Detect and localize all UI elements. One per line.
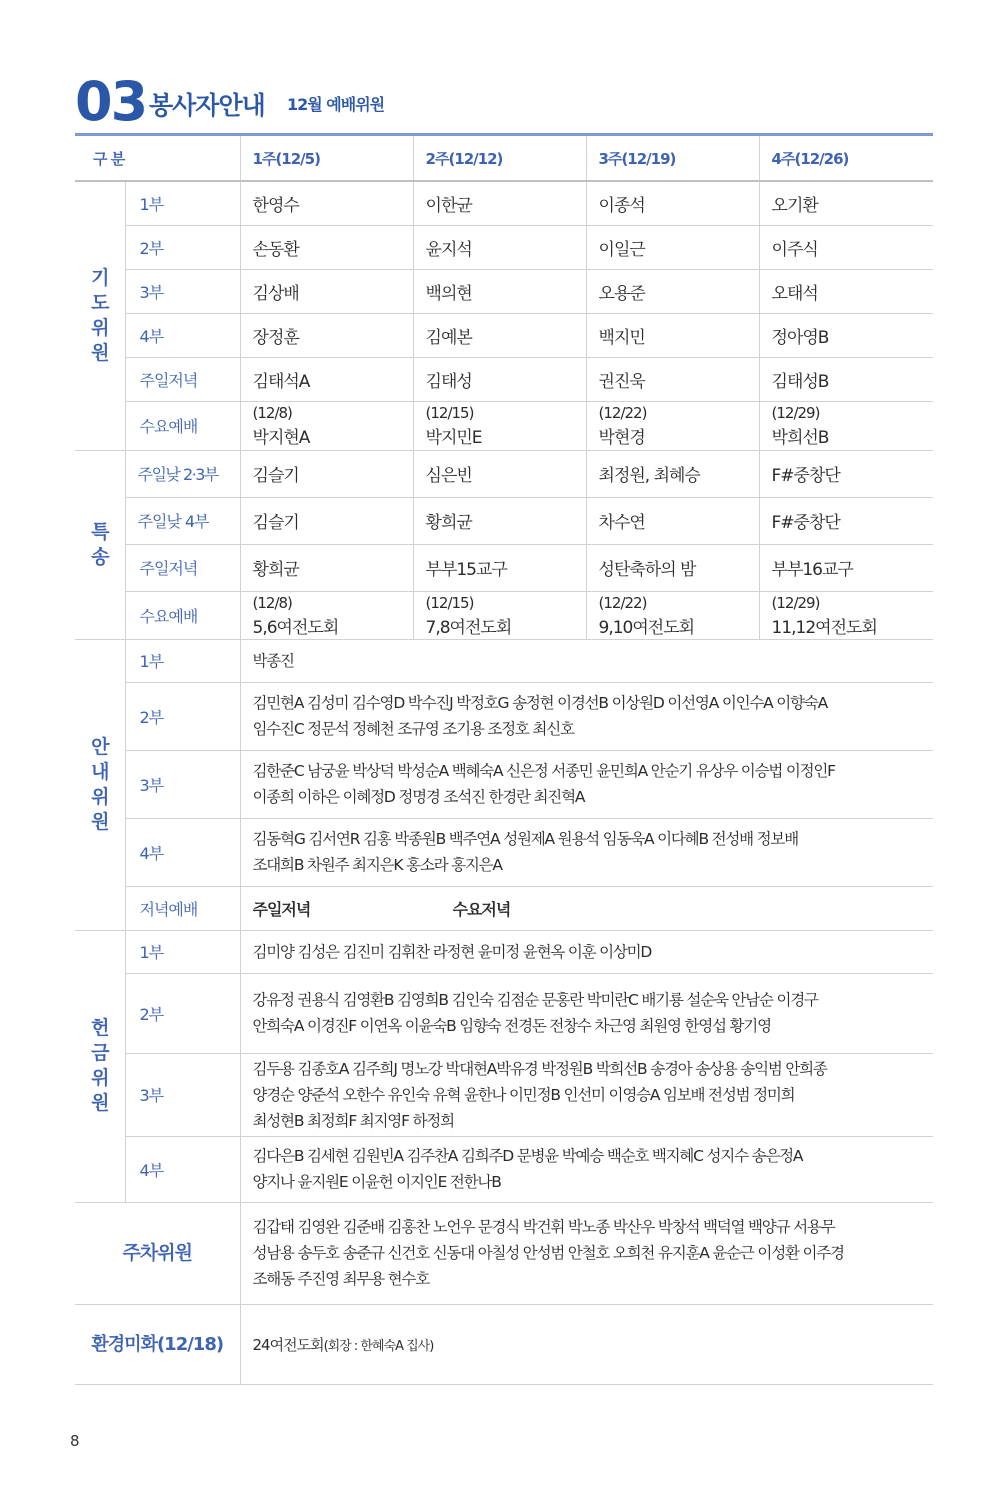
names-cell: 김갑태 김영완 김준배 김홍찬 노언우 문경식 박건휘 박노종 박산우 박창석 백덕열 백양규 서용무 성남용 송두호 송준규 신건호 신동대 아칠성 안성범 안철호 오희천 유지훈A 윤순근 이성환 이주경 조해동 주진영 최무용 현수호 bbox=[240, 1202, 933, 1304]
page-number: 8 bbox=[70, 1432, 80, 1450]
cell bbox=[413, 401, 586, 450]
table-row bbox=[75, 497, 933, 544]
row-label: 주일낮 2·3부 bbox=[125, 450, 240, 497]
cell-date: (12/8) bbox=[252, 593, 292, 612]
row-label: 수요예배 bbox=[125, 591, 240, 639]
week-header: 1주(12/5) bbox=[240, 136, 413, 181]
row-label: 3부 bbox=[125, 269, 240, 313]
row-label: 4부 bbox=[125, 1136, 240, 1202]
cell: 김슬기 bbox=[240, 450, 413, 497]
names-cell: 박종진 bbox=[240, 639, 933, 682]
row-label: 3부 bbox=[125, 1053, 240, 1136]
row-label: 주일낮 4부 bbox=[125, 497, 240, 544]
volunteer-table bbox=[75, 136, 933, 1385]
cell-name: 박현경 bbox=[598, 428, 645, 448]
cell: 손동환 bbox=[240, 225, 413, 269]
cell: 김상배 bbox=[240, 269, 413, 313]
cell-date: (12/29) bbox=[771, 404, 820, 422]
row-label: 2부 bbox=[125, 682, 240, 750]
cell-date: (12/29) bbox=[771, 593, 820, 612]
cell: 이주식 bbox=[759, 225, 933, 269]
cell: 오용준 bbox=[586, 269, 759, 313]
table-row bbox=[75, 401, 933, 450]
cell-name: 5,6여전도회 bbox=[252, 617, 339, 638]
cell: 황희균 bbox=[240, 544, 413, 591]
group-guide: 안내위원 bbox=[75, 639, 125, 930]
environment-cell bbox=[240, 1304, 933, 1384]
row-label: 2부 bbox=[125, 225, 240, 269]
cell: 김태석A bbox=[240, 357, 413, 401]
cell: 정아영B bbox=[759, 313, 933, 357]
cell: 백지민 bbox=[586, 313, 759, 357]
cell bbox=[240, 401, 413, 450]
week-header: 3주(12/19) bbox=[586, 136, 759, 181]
cell: 부부16교구 bbox=[759, 544, 933, 591]
row-label: 주일저녁 bbox=[125, 544, 240, 591]
cell: F#중창단 bbox=[759, 450, 933, 497]
cell: F#중창단 bbox=[759, 497, 933, 544]
evening-cell bbox=[240, 886, 933, 930]
cell: 부부15교구 bbox=[413, 544, 586, 591]
table-row bbox=[75, 544, 933, 591]
table-row bbox=[75, 930, 933, 973]
cell bbox=[759, 401, 933, 450]
section-header bbox=[75, 70, 933, 134]
table-row bbox=[75, 269, 933, 313]
table-row bbox=[75, 1304, 933, 1384]
cell: 김태성 bbox=[413, 357, 586, 401]
cell bbox=[240, 591, 413, 639]
row-label: 3부 bbox=[125, 750, 240, 818]
environment-value: 24여전도회 bbox=[252, 1335, 324, 1354]
cell: 이한균 bbox=[413, 181, 586, 225]
sunday-evening-label: 주일저녁 bbox=[252, 899, 311, 919]
row-label: 2부 bbox=[125, 973, 240, 1053]
names-cell: 김두용 김종호A 김주희J 명노강 박대현A박유경 박정원B 박희선B 송경아 송상용 송익범 안희종 양경순 양준석 오한수 유인숙 유혁 윤한나 이민정B 인선미 이영승A 임보배 전성범 정미희 최성현B 최정희F 최지영F 하정희 bbox=[240, 1053, 933, 1136]
cell bbox=[586, 401, 759, 450]
row-label: 4부 bbox=[125, 313, 240, 357]
cell-name: 7,8여전도회 bbox=[425, 617, 512, 638]
group-offering: 헌금위원 bbox=[75, 930, 125, 1202]
cell: 김태성B bbox=[759, 357, 933, 401]
table-row bbox=[75, 682, 933, 750]
row-label: 저녁예배 bbox=[125, 886, 240, 930]
row-label: 1부 bbox=[125, 181, 240, 225]
environment-label: 환경미화(12/18) bbox=[75, 1304, 240, 1384]
week-header: 4주(12/26) bbox=[759, 136, 933, 181]
names-cell: 강유정 권용식 김영환B 김영희B 김인숙 김점순 문홍란 박미란C 배기룡 설순욱 안남순 이경구 안희숙A 이경진F 이연옥 이윤숙B 임향숙 전경돈 전창수 차근영 최원영 한영섭 황기영 bbox=[240, 973, 933, 1053]
cell-date: (12/8) bbox=[252, 404, 292, 422]
table-row bbox=[75, 886, 933, 930]
row-label: 1부 bbox=[125, 639, 240, 682]
table-row bbox=[75, 313, 933, 357]
table-row bbox=[75, 450, 933, 497]
cell-name: 박지현A bbox=[252, 428, 310, 448]
table-row bbox=[75, 639, 933, 682]
table-row bbox=[75, 181, 933, 225]
table-row bbox=[75, 973, 933, 1053]
cell: 백의현 bbox=[413, 269, 586, 313]
cell: 김슬기 bbox=[240, 497, 413, 544]
cell-name: 박희선B bbox=[771, 428, 829, 448]
cell bbox=[413, 591, 586, 639]
group-prayer: 기도위원 bbox=[75, 181, 125, 450]
row-label: 4부 bbox=[125, 818, 240, 886]
group-special: 특송 bbox=[75, 450, 125, 639]
cell-name: 박지민E bbox=[425, 428, 482, 448]
cell: 이종석 bbox=[586, 181, 759, 225]
row-label: 1부 bbox=[125, 930, 240, 973]
table-row bbox=[75, 750, 933, 818]
cell: 오기환 bbox=[759, 181, 933, 225]
environment-note: (회장 : 한혜숙A 집사) bbox=[323, 1338, 434, 1354]
cell: 장정훈 bbox=[240, 313, 413, 357]
section-number: 03 bbox=[75, 70, 147, 133]
wednesday-evening-label: 수요저녁 bbox=[452, 899, 511, 919]
table-row bbox=[75, 1202, 933, 1304]
section-title: 봉사자안내 bbox=[149, 91, 265, 120]
row-label: 수요예배 bbox=[125, 401, 240, 450]
cell-name: 11,12여전도회 bbox=[771, 617, 877, 638]
table-row bbox=[75, 591, 933, 639]
names-cell: 김한준C 남궁윤 박상덕 박성순A 백혜숙A 신은정 서종민 윤민희A 안순기 유상우 이승법 이정인F 이종희 이하은 이혜정D 정명경 조석진 한경란 최진혁A bbox=[240, 750, 933, 818]
section-subtitle: 12월 예배위원 bbox=[287, 95, 385, 114]
names-cell: 김동혁G 김서연R 김홍 박종원B 백주연A 성원제A 원용석 임동욱A 이다혜B 전성배 정보배 조대희B 차원주 최지은K 홍소라 홍지은A bbox=[240, 818, 933, 886]
table-row bbox=[75, 357, 933, 401]
cell-name: 9,10여전도회 bbox=[598, 617, 695, 638]
cell: 차수연 bbox=[586, 497, 759, 544]
parking-label: 주차위원 bbox=[75, 1202, 240, 1304]
cell: 성탄축하의 밤 bbox=[586, 544, 759, 591]
cell: 오태석 bbox=[759, 269, 933, 313]
cell: 심은빈 bbox=[413, 450, 586, 497]
cell-date: (12/15) bbox=[425, 593, 474, 612]
cell-date: (12/22) bbox=[598, 593, 647, 612]
table-row bbox=[75, 818, 933, 886]
week-header: 2주(12/12) bbox=[413, 136, 586, 181]
names-cell: 김다은B 김세현 김원빈A 김주찬A 김희주D 문병윤 박예승 백순호 백지혜C 성지수 송은정A 양지나 윤지원E 이윤헌 이지인E 전한나B bbox=[240, 1136, 933, 1202]
row-label: 주일저녁 bbox=[125, 357, 240, 401]
cell: 최정원, 최혜승 bbox=[586, 450, 759, 497]
cell: 황희균 bbox=[413, 497, 586, 544]
table-row bbox=[75, 225, 933, 269]
division-header: 구 분 bbox=[75, 136, 240, 181]
names-cell: 김민현A 김성미 김수영D 박수진J 박정호G 송정현 이경선B 이상원D 이선영A 이인수A 이향숙A 임수진C 정문석 정혜천 조규영 조기용 조정호 최신호 bbox=[240, 682, 933, 750]
cell-date: (12/22) bbox=[598, 404, 647, 422]
cell: 권진욱 bbox=[586, 357, 759, 401]
cell bbox=[586, 591, 759, 639]
cell-date: (12/15) bbox=[425, 404, 474, 422]
cell: 한영수 bbox=[240, 181, 413, 225]
names-cell: 김미양 김성은 김진미 김휘찬 라정현 윤미정 윤현옥 이훈 이상미D bbox=[240, 930, 933, 973]
cell bbox=[759, 591, 933, 639]
table-header-row bbox=[75, 136, 933, 181]
cell: 김예본 bbox=[413, 313, 586, 357]
cell: 윤지석 bbox=[413, 225, 586, 269]
cell: 이일근 bbox=[586, 225, 759, 269]
table-row bbox=[75, 1053, 933, 1136]
table-row bbox=[75, 1136, 933, 1202]
